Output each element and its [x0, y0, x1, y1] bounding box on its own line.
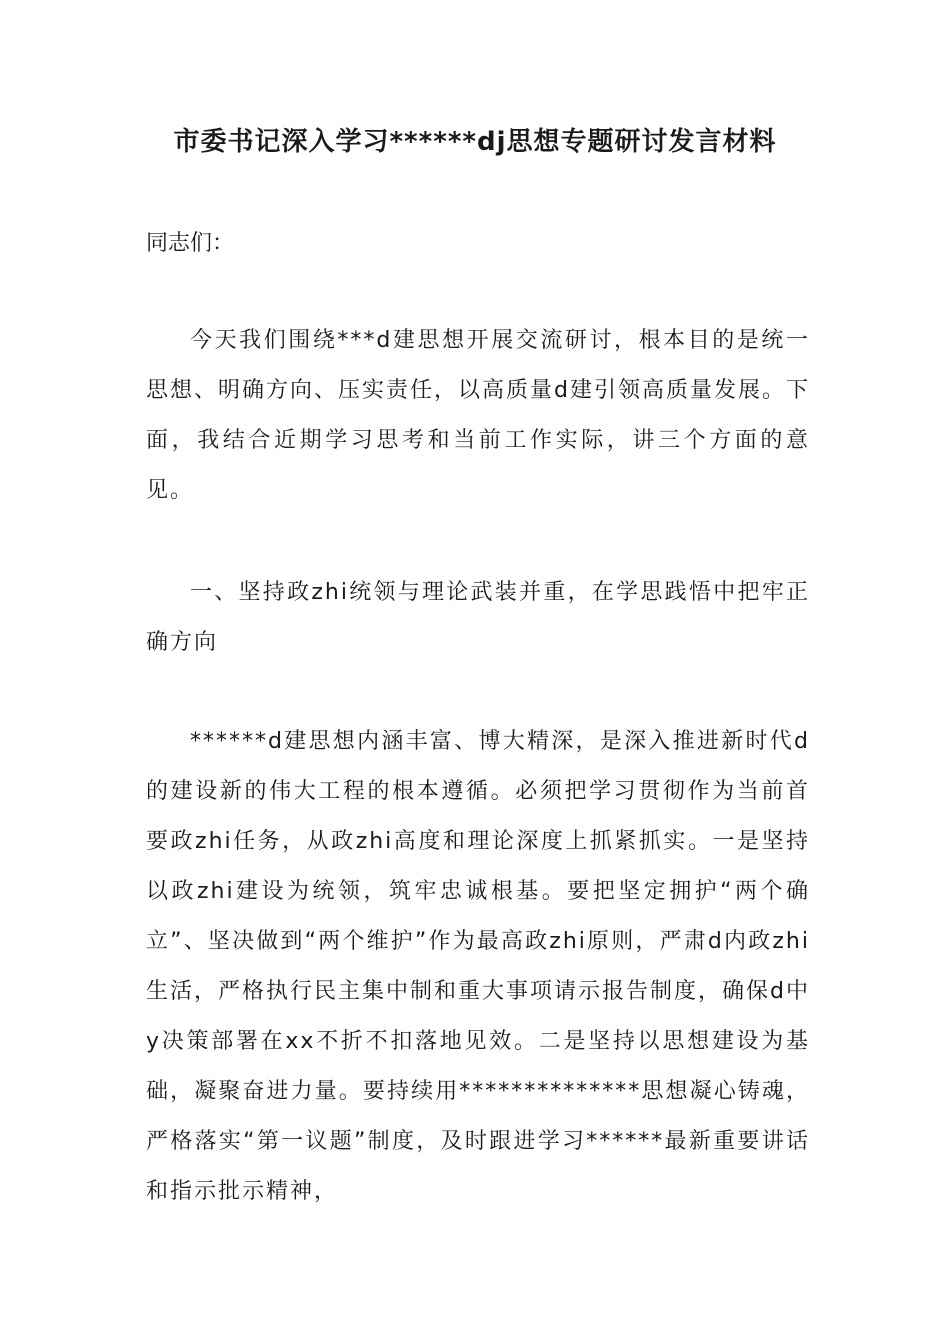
paragraph-intro: 今天我们围绕***d建思想开展交流研讨，根本目的是统一思想、明确方向、压实责任，以高质量d建引领高质量发展。下面，我结合近期学习思考和当前工作实际，讲三个方面的意见。: [146, 328, 810, 503]
document-title: 市委书记深入学习******dj思想专题研讨发言材料: [173, 127, 777, 157]
paragraph-section-1-body: ******d建思想内涵丰富、博大精深，是深入推进新时代d的建设新的伟大工程的根本遵循。必须把学习贯彻作为当前首要政zhi任务，从政zhi高度和理论深度上抓紧抓实。一是坚持以政zhi建设为统领，筑牢忠诚根基。要把坚定拥护“两个确立”、坚决做到“两个维护”作为最高政zhi原则，严肃d内政zhi生活，严格执行民主集中制和重大事项请示报告制度，确保d中y决策部署在xx不折不扣落地见效。二是坚持以思想建设为基础，凝聚奋进力量。要持续用**************思想凝心铸魂，严格落实“第一议题”制度，及时跟进学习******最新重要讲话和指示批示精神，: [146, 729, 810, 1204]
section-heading-1: 一、坚持政zhi统领与理论武装并重，在学思践悟中把牢正确方向: [146, 580, 810, 655]
salutation: 同志们：: [146, 231, 235, 256]
